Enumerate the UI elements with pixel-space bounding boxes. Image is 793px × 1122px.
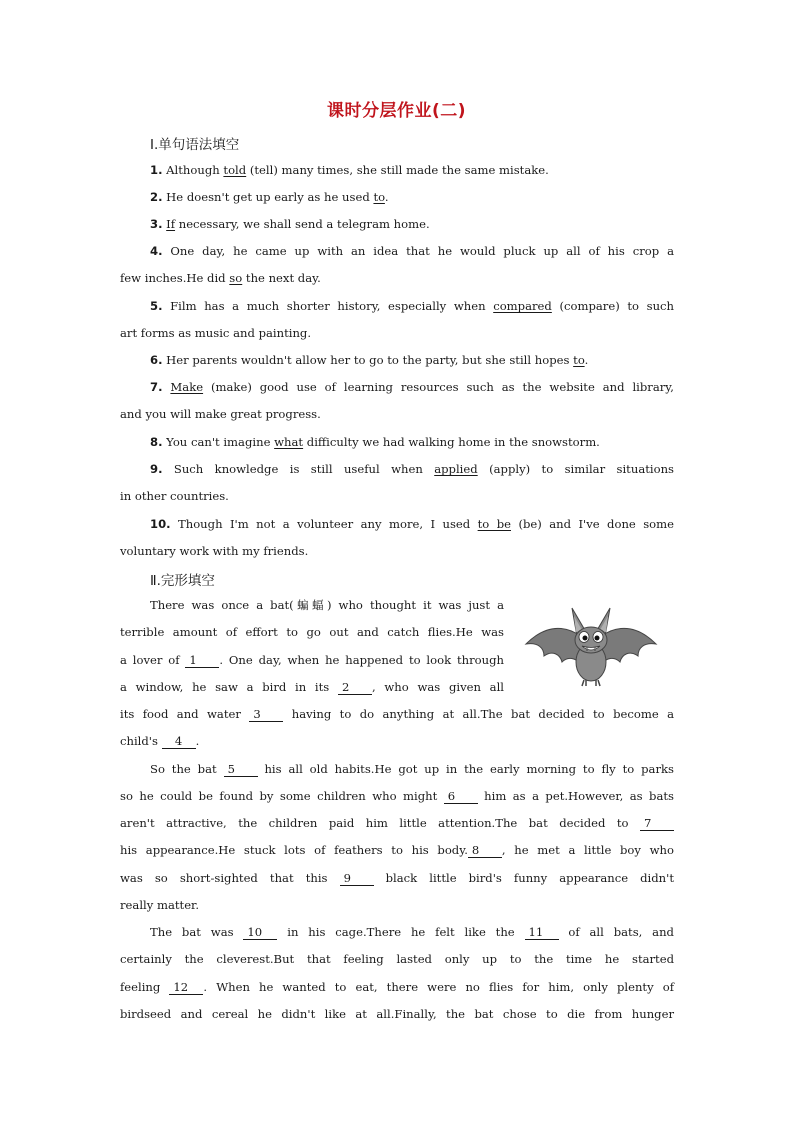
item-text: the next day.: [242, 271, 321, 285]
section-heading-cloze: Ⅱ.完形填空: [150, 573, 215, 589]
cloze-text: a lover of: [120, 653, 186, 667]
cloze-text: his appearance.He stuck lots of feathers to his body.: [120, 843, 468, 857]
grammar-item-line: [150, 189, 674, 205]
grammar-item-line: [150, 243, 674, 259]
grammar-item-line: [150, 461, 674, 477]
cloze-text: a window, he saw a bird in its: [120, 680, 338, 694]
cloze-line: [120, 870, 674, 886]
bat-illustration-icon: [522, 602, 660, 688]
grammar-item-line: [150, 298, 674, 314]
cloze-text: black little bird's funny appearance didn't: [373, 871, 674, 885]
item-text: Although: [166, 163, 224, 177]
cloze-blank[interactable]: 11: [525, 926, 559, 940]
section-heading-grammar: Ⅰ.单句语法填空: [150, 137, 240, 153]
item-text: .: [584, 353, 589, 367]
cloze-line: [120, 624, 504, 640]
item-text: You can't imagine: [166, 435, 275, 449]
cloze-line: [120, 733, 674, 749]
item-text: .: [384, 190, 389, 204]
cloze-blank[interactable]: 6: [444, 790, 478, 804]
cloze-text: its food and water: [120, 707, 250, 721]
cloze-text: terrible amount of effort to go out and catch flies.He was: [120, 625, 504, 639]
answer-text: If: [166, 217, 176, 231]
cloze-blank[interactable]: 7: [640, 817, 674, 831]
cloze-text: so he could be found by some children who might: [120, 789, 444, 803]
item-text: voluntary work with my friends.: [120, 544, 309, 558]
item-text: in other countries.: [120, 489, 229, 503]
grammar-item-line: [120, 488, 674, 504]
item-number: 1.: [150, 163, 163, 177]
cloze-blank[interactable]: 2: [338, 681, 372, 695]
grammar-item-line: [150, 379, 674, 395]
cloze-line: [120, 706, 674, 722]
item-number: 6.: [150, 353, 163, 367]
cloze-line: [120, 842, 674, 858]
item-text: (make) good use of learning resources such as the website and library,: [203, 380, 674, 394]
cloze-text: certainly the cleverest.But that feeling lasted only up to the time he started: [120, 952, 674, 966]
answer-text: to: [573, 353, 585, 367]
cloze-text: his all old habits.He got up in the early morning to fly to parks: [257, 762, 674, 776]
cloze-blank[interactable]: 4: [162, 735, 196, 749]
cloze-text: , he met a little boy who: [501, 843, 674, 857]
cloze-text: aren't attractive, the children paid him little attention.The bat decided to: [120, 816, 640, 830]
item-text: Film has a much shorter history, especially when: [170, 299, 494, 313]
item-text: (apply) to similar situations: [477, 462, 674, 476]
item-text: art forms as music and painting.: [120, 326, 312, 340]
cloze-line: [120, 815, 674, 831]
item-number: 7.: [150, 380, 163, 394]
cloze-text: child's: [120, 734, 162, 748]
item-text: necessary, we shall send a telegram home.: [175, 217, 430, 231]
answer-text: to be: [477, 517, 511, 531]
item-text: (tell) many times, she still made the same mistake.: [246, 163, 549, 177]
item-text: difficulty we had walking home in the snowstorm.: [303, 435, 600, 449]
cloze-text: , who was given all: [371, 680, 504, 694]
item-text: He doesn't get up early as he used: [166, 190, 374, 204]
item-number: 5.: [150, 299, 163, 313]
cloze-blank[interactable]: 3: [249, 708, 283, 722]
grammar-item-line: [120, 270, 674, 286]
cloze-line: [120, 1006, 674, 1022]
answer-text: compared: [493, 299, 552, 313]
cloze-text: feeling: [120, 980, 170, 994]
answer-text: so: [229, 271, 243, 285]
item-number: 4.: [150, 244, 163, 258]
cloze-blank[interactable]: 10: [243, 926, 277, 940]
answer-text: Make: [170, 380, 204, 394]
answer-text: applied: [434, 462, 478, 476]
cloze-line: [120, 951, 674, 967]
item-text: few inches.He did: [120, 271, 230, 285]
item-number: 8.: [150, 435, 163, 449]
item-number: 3.: [150, 217, 163, 231]
grammar-item-line: [120, 406, 674, 422]
cloze-line: [120, 652, 504, 668]
grammar-item-line: [150, 162, 674, 178]
cloze-line: [150, 597, 504, 613]
answer-text: to: [373, 190, 385, 204]
cloze-line: [150, 924, 674, 940]
item-number: 2.: [150, 190, 163, 204]
cloze-text: was so short-sighted that this: [120, 871, 340, 885]
grammar-item-line: [120, 543, 674, 559]
cloze-blank[interactable]: 1: [185, 654, 219, 668]
cloze-line: [120, 897, 674, 913]
cloze-text: really matter.: [120, 898, 200, 912]
cloze-blank[interactable]: 9: [340, 872, 374, 886]
cloze-blank[interactable]: 12: [169, 981, 203, 995]
cloze-text: .: [195, 734, 200, 748]
item-text: Though I'm not a volunteer any more, I used: [178, 517, 478, 531]
item-text: (compare) to such: [551, 299, 675, 313]
cloze-text: him as a pet.However, as bats: [477, 789, 674, 803]
grammar-item-line: [150, 352, 674, 368]
cloze-text: having to do anything at all.The bat decided to become a: [283, 707, 675, 721]
item-number: 10.: [150, 517, 171, 531]
grammar-item-line: [120, 325, 674, 341]
cloze-line: [120, 788, 674, 804]
answer-text: what: [274, 435, 304, 449]
item-text: One day, he came up with an idea that he would pluck up all of his crop a: [170, 244, 674, 258]
cloze-text: . One day, when he happened to look through: [219, 653, 504, 667]
item-text: and you will make great progress.: [120, 407, 321, 421]
cloze-blank[interactable]: 5: [224, 763, 258, 777]
cloze-line: [120, 679, 504, 695]
item-number: 9.: [150, 462, 163, 476]
grammar-item-line: [150, 516, 674, 532]
cloze-text: There was once a bat(蝙蝠) who thought it was just a: [150, 598, 504, 612]
cloze-text: . When he wanted to eat, there were no flies for him, only plenty of: [203, 980, 674, 994]
cloze-text: The bat was: [150, 925, 244, 939]
cloze-text: So the bat: [150, 762, 224, 776]
item-text: (be) and I've done some: [511, 517, 675, 531]
grammar-item-line: [150, 434, 674, 450]
item-text: Her parents wouldn't allow her to go to the party, but she still hopes: [166, 353, 574, 367]
page-title: 课时分层作业(二): [326, 101, 467, 121]
answer-text: told: [223, 163, 247, 177]
cloze-text: birdseed and cereal he didn't like at all.Finally, the bat chose to die from hunger: [120, 1007, 674, 1021]
cloze-text: in his cage.There he felt like the: [277, 925, 525, 939]
item-text: Such knowledge is still useful when: [173, 462, 435, 476]
grammar-item-line: [150, 216, 674, 232]
cloze-line: [120, 979, 674, 995]
cloze-line: [150, 761, 674, 777]
cloze-text: of all bats, and: [558, 925, 674, 939]
cloze-blank[interactable]: 8: [468, 844, 502, 858]
